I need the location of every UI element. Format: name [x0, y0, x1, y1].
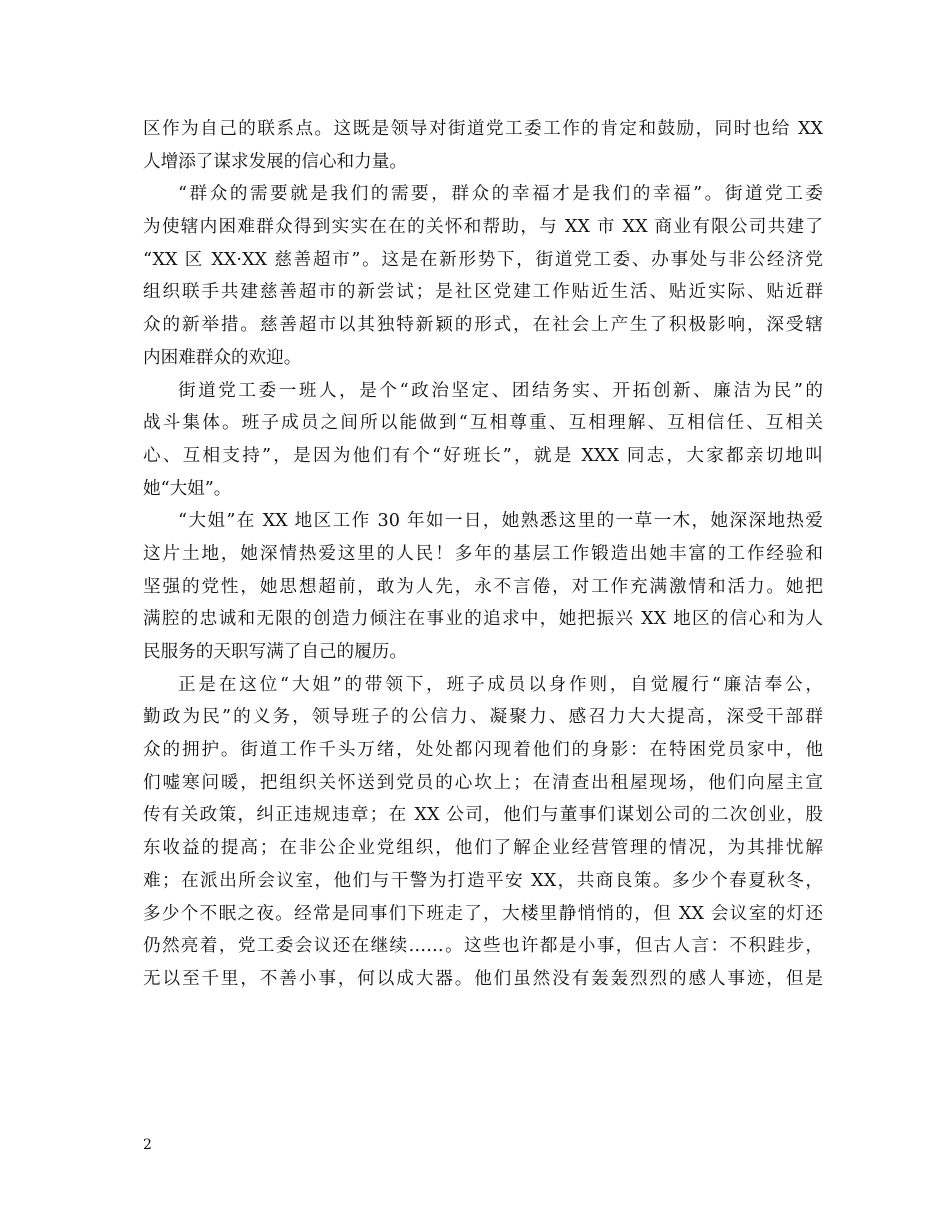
paragraph-1: [143, 113, 823, 178]
text-line: 人增添了谋求发展的信心和力量。: [143, 151, 407, 172]
text-line: 这片土地，她深情热爱这里的人民！多年的基层工作锻造出她丰富的工作经验和: [143, 543, 823, 564]
text-line: 区作为自己的联系点。这既是领导对街道党工委工作的肯定和鼓励，同时也给 XX: [143, 119, 823, 139]
text-line: “XX 区 XX·XX 慈善超市”。这是在新形势下，街道党工委、办事处与非公经济党: [143, 249, 823, 270]
text-line: 传有关政策，纠正违规违章；在 XX 公司，他们与董事们谋划公司的二次创业，股: [143, 805, 823, 826]
text-line: 满腔的忠诚和无限的创造力倾注在事业的追求中，她把振兴 XX 地区的信心和为人: [143, 609, 823, 630]
text-line: “大姐”在 XX 地区工作 30 年如一日，她熟悉这里的一草一木，她深深地热爱: [178, 511, 823, 532]
text-line: “群众的需要就是我们的需要，群众的幸福才是我们的幸福”。街道党工委: [178, 184, 823, 205]
paragraph-4: [143, 505, 823, 668]
paragraph-2: [143, 178, 823, 374]
page-number: 2: [143, 1137, 152, 1153]
document-body: [143, 113, 823, 996]
text-line: 仍然亮着，党工委会议还在继续……。这些也许都是小事，但古人言：不积跬步，: [143, 936, 823, 957]
text-line: 坚强的党性，她思想超前，敢为人先，永不言倦，对工作充满激情和活力。她把: [143, 576, 823, 597]
text-line: 无以至千里，不善小事，何以成大器。他们虽然没有轰轰烈烈的感人事迹，但是: [143, 968, 823, 989]
paragraph-5: [143, 669, 823, 996]
text-line: 街道党工委一班人，是个“政治坚定、团结务实、开拓创新、廉洁为民”的: [178, 380, 823, 401]
text-line: 她“大姐”。: [143, 478, 232, 499]
text-line: 勤政为民”的义务，领导班子的公信力、凝聚力、感召力大大提高，深受干部群: [143, 707, 823, 728]
text-line: 众的新举措。慈善超市以其独特新颖的形式，在社会上产生了积极影响，深受辖: [143, 315, 823, 336]
text-line: 东收益的提高；在非公企业党组织，他们了解企业经营管理的情况，为其排忧解: [143, 838, 823, 859]
paragraph-3: [143, 375, 823, 506]
text-line: 正是在这位“大姐”的带领下，班子成员以身作则，自觉履行“廉洁奉公，: [178, 674, 823, 695]
text-line: 心、互相支持”，是因为他们有个“好班长”，就是 XXX 同志，大家都亲切地叫: [143, 445, 823, 466]
text-line: 们嘘寒问暖，把组织关怀送到党员的心坎上；在清查出租屋现场，他们向屋主宣: [143, 772, 823, 793]
text-line: 多少个不眠之夜。经常是同事们下班走了，大楼里静悄悄的，但 XX 会议室的灯还: [143, 903, 823, 924]
text-line: 众的拥护。街道工作千头万绪，处处都闪现着他们的身影：在特困党员家中，他: [143, 740, 823, 761]
text-line: 组织联手共建慈善超市的新尝试；是社区党建工作贴近生活、贴近实际、贴近群: [143, 282, 823, 303]
text-line: 内困难群众的欢迎。: [143, 347, 302, 368]
text-line: 为使辖内困难群众得到实实在在的关怀和帮助，与 XX 市 XX 商业有限公司共建了: [143, 217, 823, 238]
text-line: 战斗集体。班子成员之间所以能做到“互相尊重、互相理解、互相信任、互相关: [143, 413, 823, 434]
text-line: 难；在派出所会议室，他们与干警为打造平安 XX，共商良策。多少个春夏秋冬，: [143, 870, 823, 891]
text-line: 民服务的天职写满了自己的履历。: [143, 642, 407, 662]
